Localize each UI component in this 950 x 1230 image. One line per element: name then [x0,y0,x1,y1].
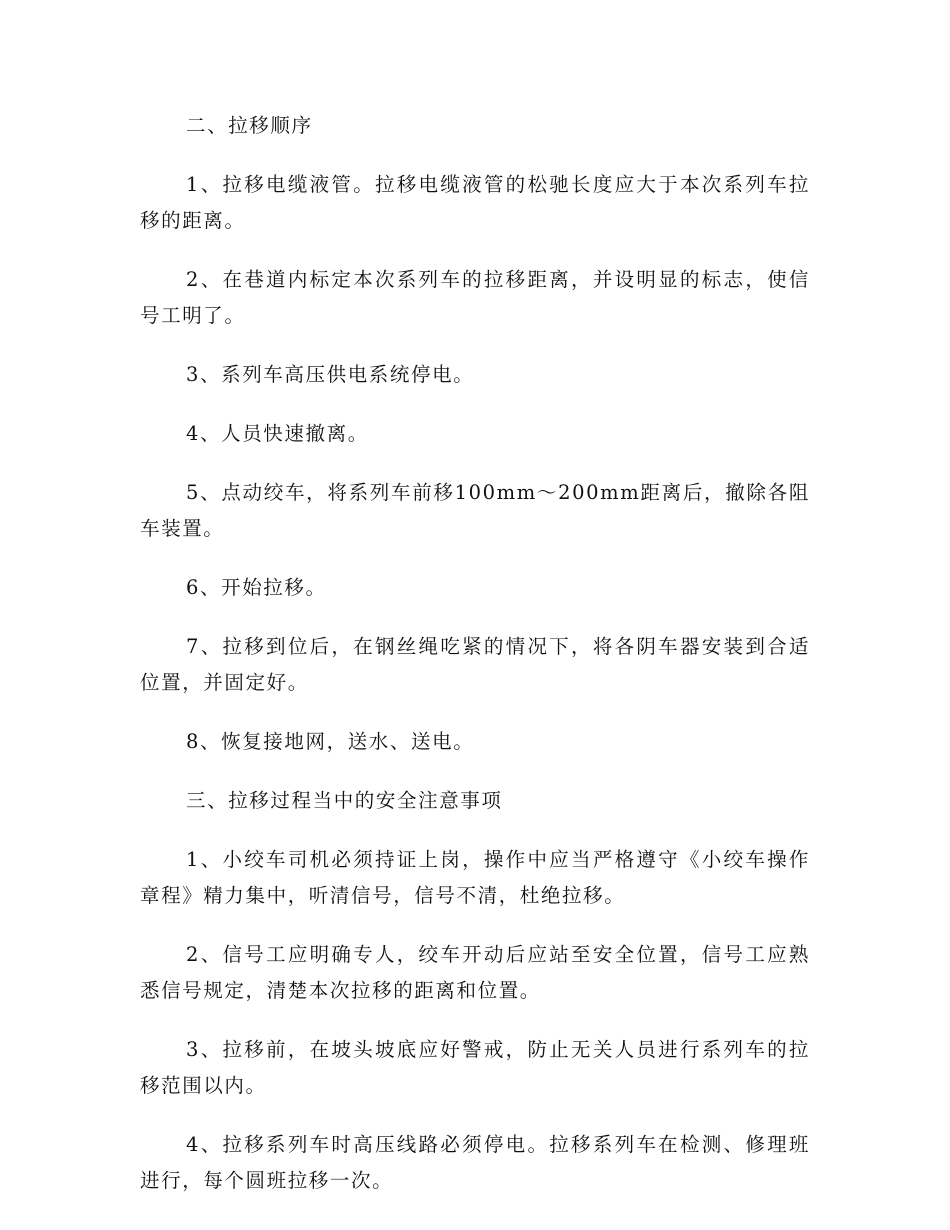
paragraph: 2、信号工应明确专人，绞车开动后应站至安全位置，信号工应熟悉信号规定，清楚本次拉移的距离和位置。 [140,943,810,1002]
paragraph: 7、拉移到位后，在钢丝绳吃紧的情况下，将各阴车器安装到合适位置，并固定好。 [140,635,810,694]
paragraph: 4、人员快速撤离。 [186,422,369,445]
paragraph: 4、拉移系列车时高压线路必须停电。拉移系列车在检测、修理班进行，每个圆班拉移一次。 [140,1133,810,1192]
paragraph: 2、在巷道内标定本次系列车的拉移距离，并设明显的标志，使信号工明了。 [140,268,810,327]
paragraph: 1、拉移电缆液管。拉移电缆液管的松驰长度应大于本次系列车拉移的距离。 [140,173,810,232]
paragraph: 1、小绞车司机必须持证上岗，操作中应当严格遵守《小绞车操作章程》精力集中，听清信号，信号不清，杜绝拉移。 [140,848,810,907]
paragraph: 6、开始拉移。 [186,576,327,599]
section-heading-safety-notes: 三、拉移过程当中的安全注意事项 [186,789,503,812]
paragraph: 8、恢复接地网，送水、送电。 [186,730,475,753]
document-body [140,108,810,1222]
paragraph: 3、拉移前，在坡头坡底应好警戒，防止无关人员进行系列车的拉移范围以内。 [140,1038,810,1097]
section-heading-pull-sequence: 二、拉移顺序 [186,114,313,137]
paragraph: 5、点动绞车，将系列车前移100mm～200mm距离后，撤除各阻车装置。 [140,481,810,540]
paragraph: 3、系列车高压供电系统停电。 [186,363,475,386]
